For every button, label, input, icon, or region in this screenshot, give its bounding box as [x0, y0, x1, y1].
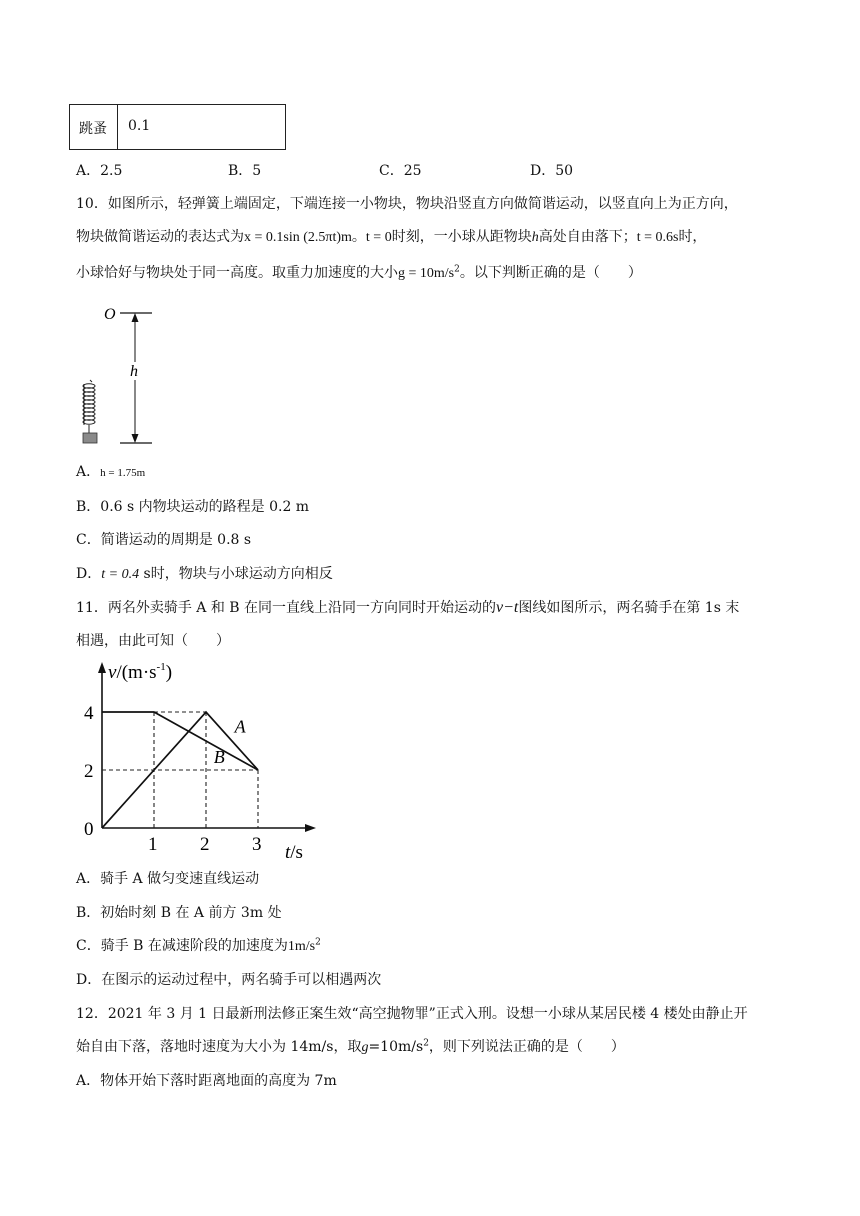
q10-line-2: 物块做简谐运动的表达式为x = 0.1sin (2.5πt)m。t = 0时刻，一小球从距物块h高处自由落下；t = 0.6s时， [76, 229, 707, 245]
label-o: O [104, 306, 116, 323]
x-tick-label-2: 2 [200, 834, 210, 855]
q10-option-b: B．0.6 s 内物块运动的路程是 0.2 m [76, 499, 310, 515]
q9-option-a: A．2.5 [76, 163, 123, 179]
label-h: h [130, 363, 138, 380]
series-label-b: B [213, 746, 225, 767]
q10-option-c: C．简谐运动的周期是 0.8 s [76, 532, 252, 548]
q10-option-d: D．t = 0.4 s时，物块与小球运动方向相反 [76, 566, 333, 582]
q11-option-a: A．骑手 A 做匀变速直线运动 [76, 871, 260, 887]
y-axis-label: $v/(m\cdot s^{-1})$ [108, 661, 173, 683]
q12-option-a: A．物体开始下落时距离地面的高度为 7m [76, 1073, 337, 1089]
q10-formula: x = 0.1sin (2.5πt)m [244, 230, 352, 245]
q12-line-2: 始自由下落，落地时速度为大小为 14m/s，取$g=10m/s^2$，则下列说法正确的是（ ） [76, 1038, 625, 1055]
q10-option-a: A．h = 1.75m [76, 464, 146, 480]
q9-option-c: C．25 [379, 163, 422, 179]
origin-label: 0 [84, 819, 94, 840]
q10-line-3: 小球恰好与物块处于同一高度。取重力加速度的大小$g = 10m/s^2$。以下判断正确的是（ ） [76, 264, 642, 281]
y-tick-label-4: 4 [84, 703, 94, 724]
q11-line-1: 11．两名外卖骑手 A 和 B 在同一直线上沿同一方向同时开始运动的v−t图线如图所示，两名骑手在第 1s 末 [76, 599, 740, 616]
q11-option-b: B．初始时刻 B 在 A 前方 3m 处 [76, 905, 282, 921]
spring [83, 380, 95, 433]
data-table [69, 104, 286, 150]
y-tick-label-2: 2 [84, 761, 94, 782]
q12-line-1: 12．2021 年 3 月 1 日最新刑法修正案生效“高空抛物罪”正式入刑。设想一小球从某居民楼 4 楼处由静止开 [76, 1006, 748, 1022]
table-cell-label: 跳蚤 [79, 121, 107, 137]
y-axis-arrow [98, 662, 106, 673]
spring-figure [76, 298, 166, 450]
table-cell-value: 0.1 [128, 118, 151, 134]
q11-option-d: D．在图示的运动过程中，两名骑手可以相遇两次 [76, 972, 382, 988]
q9-option-d: D．50 [530, 163, 574, 179]
q10-line-1: 10．如图所示，轻弹簧上端固定，下端连接一小物块，物块沿竖直方向做简谐运动，以竖直向上为正方向， [76, 196, 738, 212]
q9-option-b: B．5 [228, 163, 262, 179]
x-axis-label: t/s [285, 842, 303, 862]
x-tick-label-3: 3 [252, 834, 262, 855]
q11-option-c: C．骑手 B 在减速阶段的加速度为$1m/s^2$ [76, 937, 321, 954]
block [83, 433, 97, 443]
x-axis-arrow [305, 824, 316, 832]
q11-line-2: 相遇，由此可知（ ） [76, 633, 230, 649]
series-label-a: A [234, 716, 246, 737]
x-tick-label-1: 1 [148, 834, 158, 855]
q9-options [76, 160, 776, 180]
vt-chart [76, 652, 326, 862]
table-divider [117, 105, 118, 149]
